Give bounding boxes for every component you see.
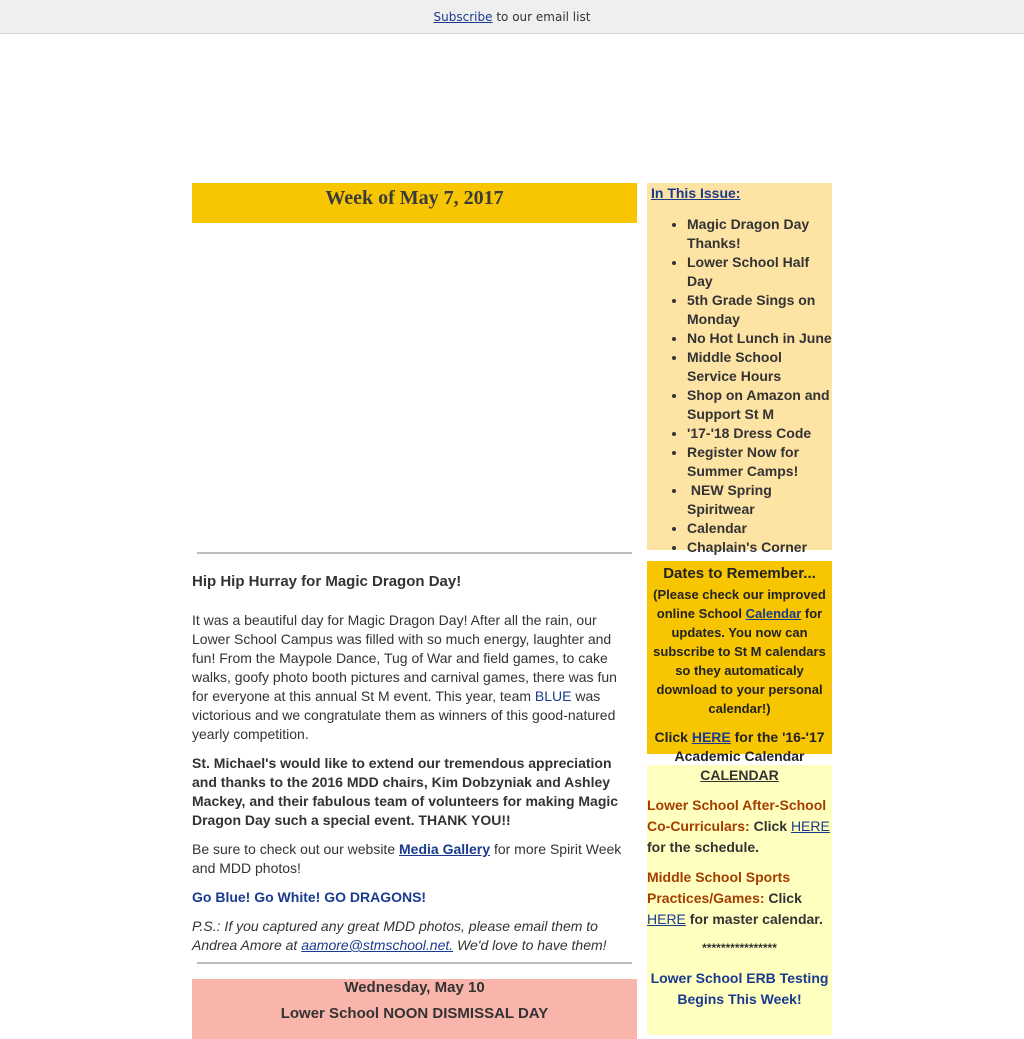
issue-item[interactable]: • Middle School Service Hours — [687, 348, 832, 386]
issue-item[interactable]: • 5th Grade Sings on Monday — [687, 291, 832, 329]
issue-item[interactable]: • NEW Spring Spiritwear — [687, 481, 832, 519]
ls-schedule-tail: for the schedule. — [647, 839, 760, 855]
ms-sports-label: Middle School Sports Practices/Games: — [647, 869, 791, 906]
issue-list — [647, 215, 832, 557]
in-this-issue-link[interactable]: In This Issue: — [651, 185, 741, 201]
ms-calendar-tail: for master calendar. — [689, 911, 823, 927]
issue-item[interactable]: • Lower School Half Day — [687, 253, 832, 291]
ls-cocurricular-entry — [647, 795, 832, 858]
in-this-issue-heading — [651, 185, 740, 201]
academic-calendar-tail: for the '16-'17 Academic Calendar — [674, 729, 825, 764]
article-text: We'd love to have them! — [457, 937, 607, 953]
article-paragraph — [192, 611, 637, 744]
media-gallery-link[interactable]: Media Gallery — [399, 841, 491, 857]
dates-note — [647, 585, 832, 718]
noon-dismissal-box — [192, 979, 637, 1039]
article-title: Hip Hip Hurray for Magic Dragon Day! — [192, 573, 462, 590]
click-text: Click — [654, 729, 688, 745]
issue-item[interactable]: • '17-'18 Dress Code — [687, 424, 832, 443]
thanks-paragraph: St. Michael's would like to extend our tremendous appreciation and thanks to the 2016 MDD chairs, Kim Dobzyniak and Ashley Mackey, and their fabulous team of volunteers for making Magic Dragon Day such a special event. THANK YOU!! — [192, 755, 619, 828]
issue-item[interactable]: • Register Now for Summer Camps! — [687, 443, 832, 481]
week-header — [192, 183, 637, 223]
calendar-panel — [647, 765, 832, 1035]
divider — [197, 962, 632, 964]
calendar-link[interactable]: Calendar — [745, 606, 802, 621]
article-text: Be sure to check out our website — [192, 841, 396, 857]
article-text: It was a beautiful day for Magic Dragon Day! After all the rain, our Lower School Campus was filled with so much energy, laughter and fun! From the Maypole Dance, Tug of War and field games, to cake walks, goofy photo booth pictures and carnival games, there was fun for everyone at this annual St M event. This year, team — [192, 612, 617, 704]
erb-testing-notice: Lower School ERB Testing Begins This Week! — [650, 970, 829, 1007]
subscribe-link[interactable]: Subscribe — [433, 10, 493, 24]
calendar-title: CALENDAR — [700, 767, 779, 783]
ls-schedule-link[interactable]: HERE — [790, 818, 830, 834]
email-link[interactable]: aamore@stmschool.net. — [301, 937, 454, 953]
subscribe-bar-text: to our email list — [496, 10, 591, 24]
separator-stars: **************** — [702, 941, 777, 955]
noon-dismissal-headline: Lower School NOON DISMISSAL DAY — [280, 1005, 549, 1022]
in-this-issue-panel — [647, 183, 832, 555]
week-title: Week of May 7, 2017 — [325, 187, 504, 209]
divider — [197, 552, 632, 554]
ls-cocurricular-label: Lower School After-School Co-Curriculars: — [647, 797, 827, 834]
ps-paragraph — [192, 917, 637, 955]
issue-item[interactable]: • Shop on Amazon and Support St M — [687, 386, 832, 424]
article-magic-dragon-day — [192, 572, 637, 955]
article-text: P.S.: If you captured any great MDD photos, please email them to Andrea Amore at — [192, 918, 598, 953]
ms-sports-entry — [647, 867, 832, 930]
article-text: was victorious and we congratulate them as winners of this good-natured yearly competition. — [192, 688, 616, 742]
ms-calendar-link[interactable]: HERE — [647, 911, 686, 927]
issue-item[interactable]: • Magic Dragon Day Thanks! — [687, 215, 832, 253]
click-text: Click — [768, 890, 802, 906]
article-text: for more Spirit Week and MDD photos! — [192, 841, 622, 876]
issue-item[interactable]: • Calendar — [687, 519, 832, 538]
issue-item[interactable]: • Chaplain's Corner — [687, 538, 832, 557]
issue-item[interactable]: • No Hot Lunch in June — [687, 329, 832, 348]
academic-calendar-text — [647, 728, 832, 766]
subscribe-bar — [0, 0, 1024, 34]
go-dragons-text: Go Blue! Go White! GO DRAGONS! — [192, 889, 427, 905]
team-blue-text: BLUE — [534, 688, 572, 704]
click-text: Click — [753, 818, 788, 834]
dates-title: Dates to Remember... — [663, 565, 816, 582]
dates-note-text: (Please check our improved online School — [653, 587, 826, 621]
dates-note-text: for updates. You now can subscribe to St M calendars so they automaticaly download to your personal calendar!) — [653, 606, 826, 716]
academic-calendar-link[interactable]: HERE — [691, 729, 731, 745]
wednesday-date: Wednesday, May 10 — [344, 979, 485, 996]
dates-to-remember-panel — [647, 561, 832, 764]
media-paragraph — [192, 840, 637, 878]
